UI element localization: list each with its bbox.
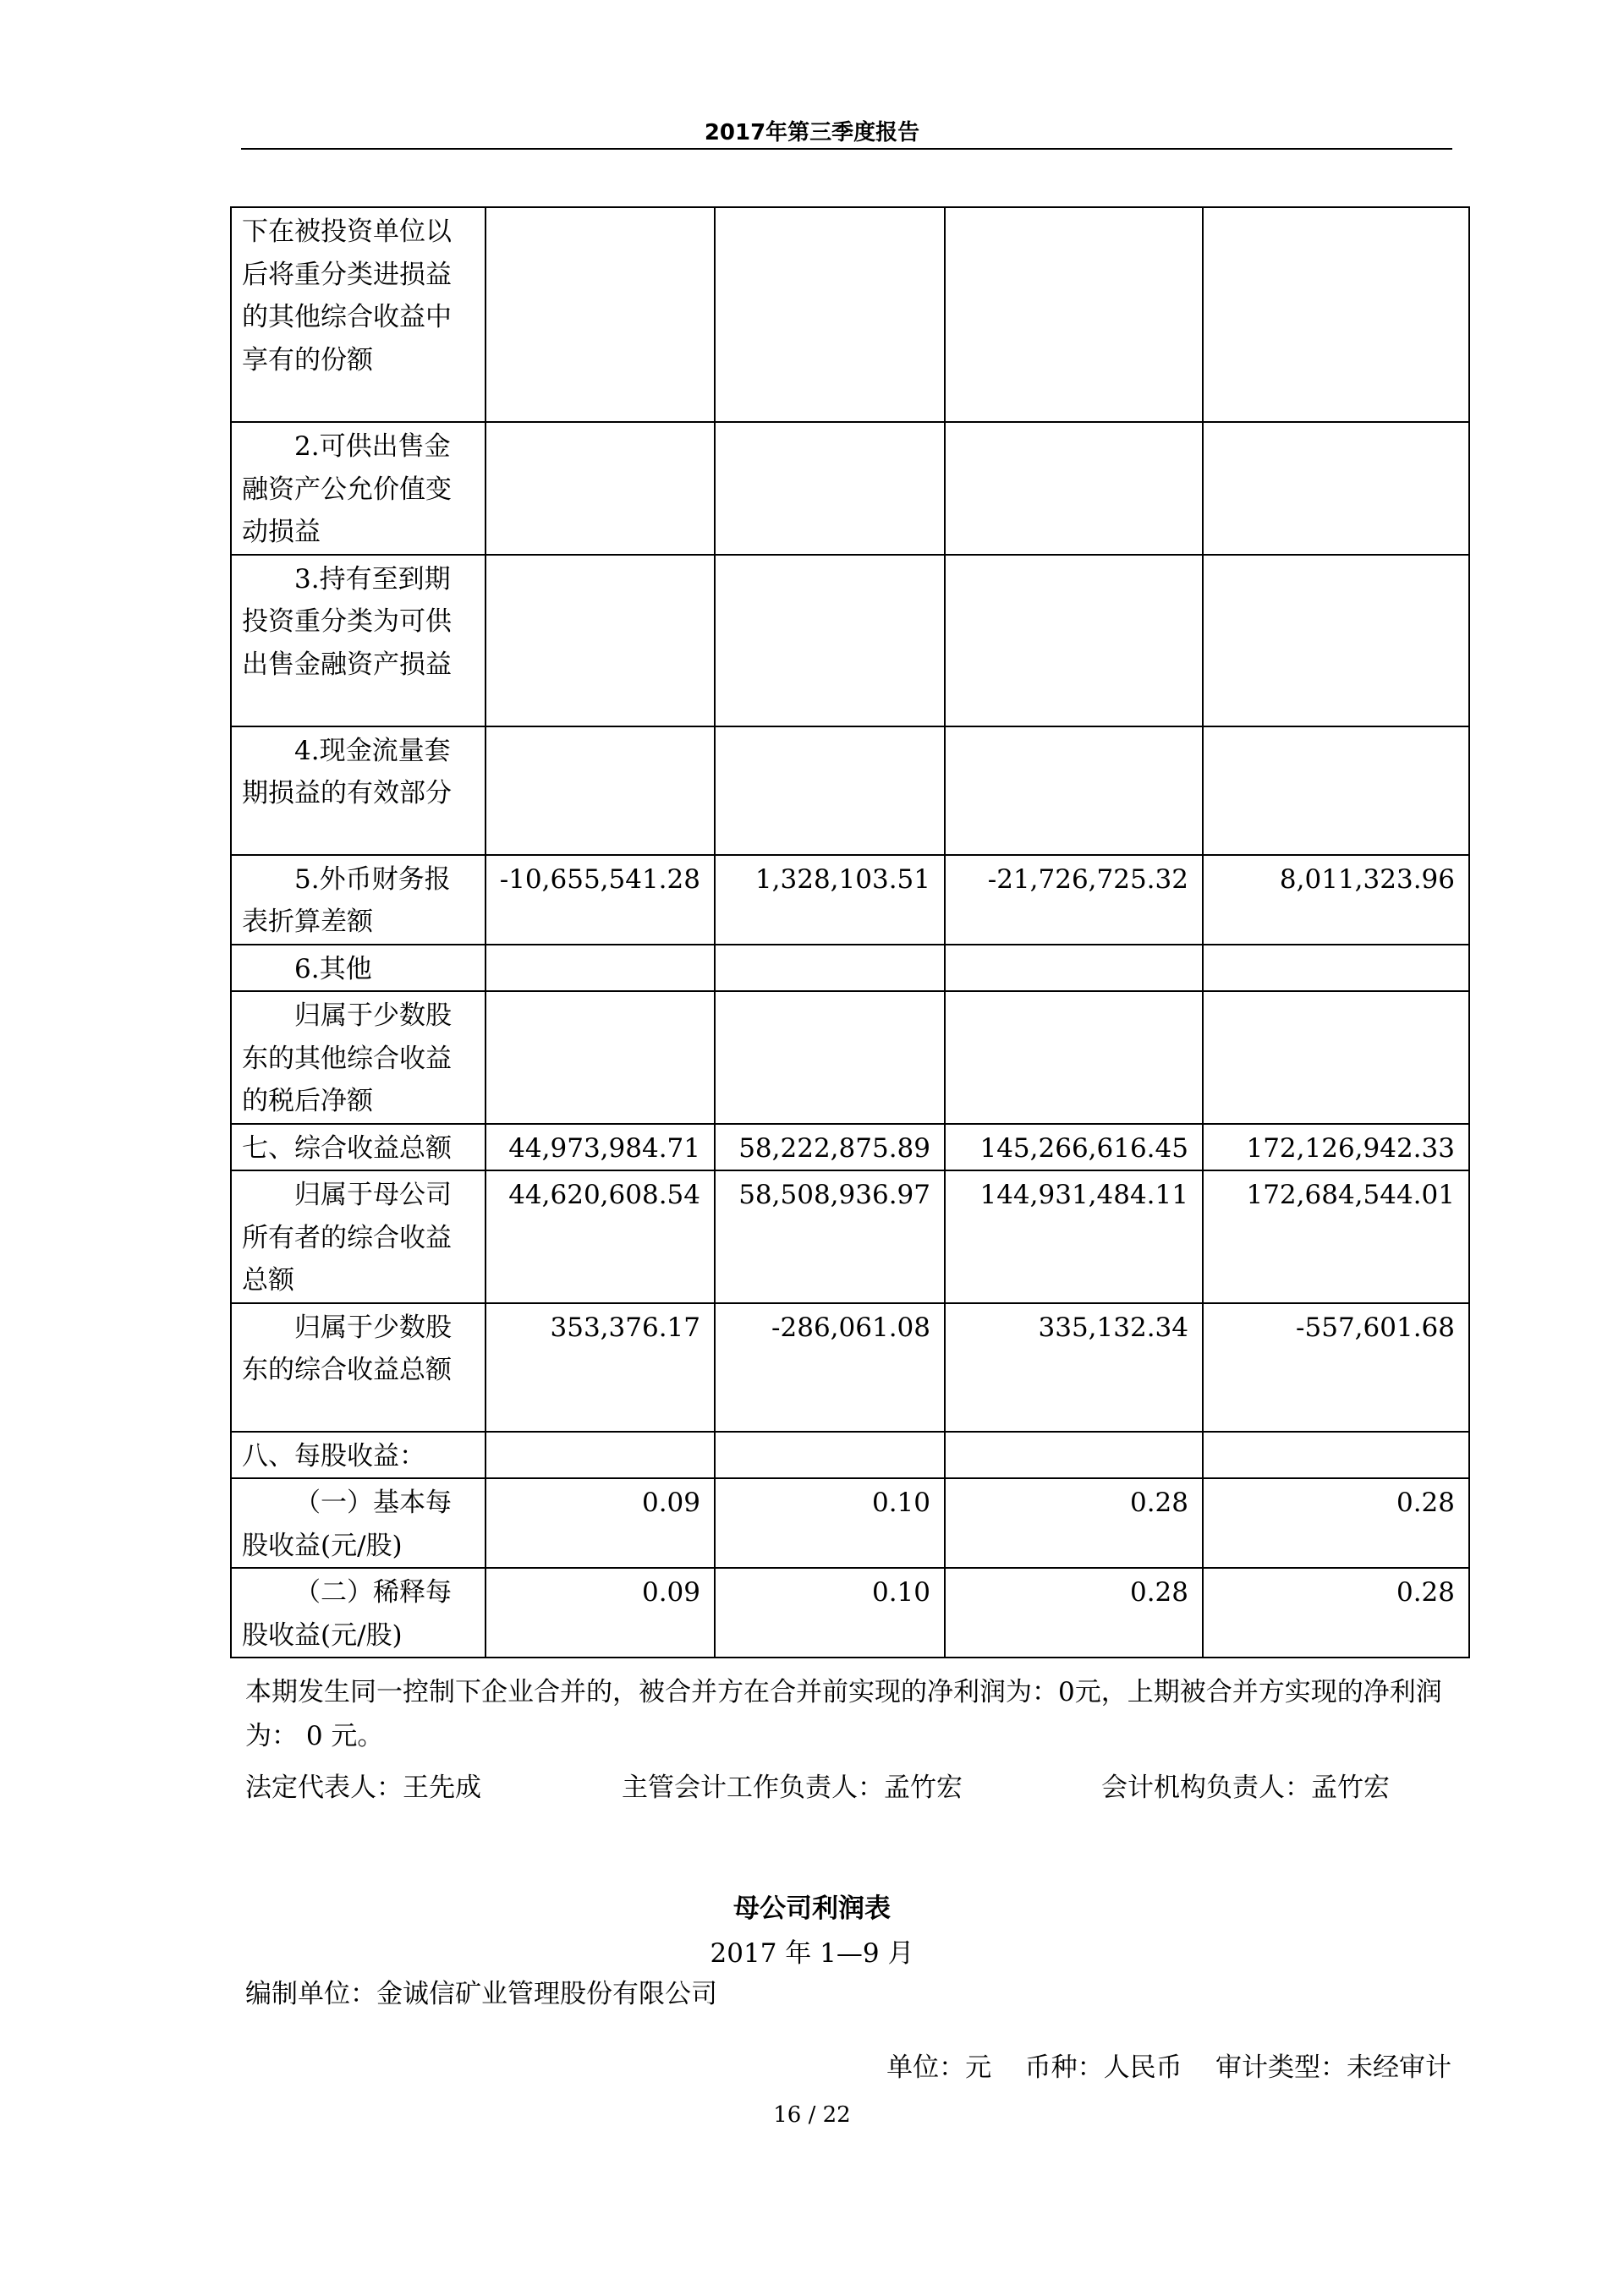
value-cell: 58,222,875.89 [715,1124,945,1171]
value-cell: 58,508,936.97 [715,1170,945,1303]
row-label: 八、每股收益： [231,1432,486,1479]
value-cell: 0.10 [715,1478,945,1568]
value-cell: 0.09 [486,1568,715,1658]
row-label: 4.现金流量套期损益的有效部分 [231,726,486,855]
value-cell [945,726,1203,855]
header-divider [241,148,1452,150]
value-cell [486,945,715,992]
preparer: 编制单位：金诚信矿业管理股份有限公司 [245,1979,717,2009]
value-cell [1203,945,1469,992]
value-cell [486,555,715,726]
row-label: 下在被投资单位以后将重分类进损益的其他综合收益中享有的份额 [231,207,486,422]
row-label: 归属于母公司所有者的综合收益总额 [231,1170,486,1303]
value-cell: 0.28 [1203,1568,1469,1658]
value-cell: -10,655,541.28 [486,855,715,945]
value-cell: 44,620,608.54 [486,1170,715,1303]
legal-representative: 法定代表人：王先成 [245,1773,481,1803]
accounting-head: 主管会计工作负责人：孟竹宏 [622,1773,963,1803]
value-cell [715,555,945,726]
value-cell [715,422,945,555]
value-cell [486,207,715,422]
value-cell: 172,126,942.33 [1203,1124,1469,1171]
value-cell [715,991,945,1124]
page-number: 16 / 22 [773,2102,851,2128]
row-label: 归属于少数股东的综合收益总额 [231,1303,486,1432]
unit-currency-audit: 单位：元 币种：人民币 审计类型：未经审计 [886,2052,1451,2083]
table-row [231,855,1469,945]
value-cell: -286,061.08 [715,1303,945,1432]
value-cell [1203,207,1469,422]
value-cell [1203,422,1469,555]
value-cell [715,1432,945,1479]
table-row [231,207,1469,422]
table-row [231,422,1469,555]
table-row [231,555,1469,726]
value-cell [486,991,715,1124]
value-cell: 0.28 [945,1478,1203,1568]
value-cell: 8,011,323.96 [1203,855,1469,945]
value-cell [1203,1432,1469,1479]
accounting-dept-head: 会计机构负责人：孟竹宏 [1101,1773,1390,1803]
value-cell [715,207,945,422]
merger-note: 本期发生同一控制下企业合并的，被合并方在合并前实现的净利润为：0元，上期被合并方实现的净利润为： 0 元。 [245,1677,1442,1751]
row-label: （一）基本每股收益(元/股) [231,1478,486,1568]
value-cell: 0.09 [486,1478,715,1568]
value-cell: 144,931,484.11 [945,1170,1203,1303]
table-row [231,1124,1469,1171]
income-statement-table [230,206,1470,1658]
value-cell: 145,266,616.45 [945,1124,1203,1171]
table-row [231,726,1469,855]
row-label: 2.可供出售金融资产公允价值变动损益 [231,422,486,555]
value-cell [945,945,1203,992]
value-cell [945,991,1203,1124]
value-cell [1203,555,1469,726]
value-cell: 1,328,103.51 [715,855,945,945]
value-cell [486,1432,715,1479]
value-cell [1203,726,1469,855]
value-cell [486,726,715,855]
row-label: （二）稀释每股收益(元/股) [231,1568,486,1658]
value-cell [945,1432,1203,1479]
report-period: 2017 年 1—9 月 [710,1938,914,1969]
value-cell: 0.28 [945,1568,1203,1658]
row-label: 6.其他 [231,945,486,992]
value-cell: 172,684,544.01 [1203,1170,1469,1303]
table-row [231,945,1469,992]
value-cell: 0.10 [715,1568,945,1658]
row-label: 5.外币财务报表折算差额 [231,855,486,945]
value-cell: -21,726,725.32 [945,855,1203,945]
report-header-title: 2017年第三季度报告 [704,120,920,145]
row-label: 3.持有至到期投资重分类为可供出售金融资产损益 [231,555,486,726]
value-cell: 44,973,984.71 [486,1124,715,1171]
row-label: 七、综合收益总额 [231,1124,486,1171]
value-cell [715,945,945,992]
table-row [231,991,1469,1124]
value-cell [945,555,1203,726]
value-cell [486,422,715,555]
table-row [231,1568,1469,1658]
value-cell [1203,991,1469,1124]
value-cell [715,726,945,855]
row-label: 归属于少数股东的其他综合收益的税后净额 [231,991,486,1124]
value-cell [945,422,1203,555]
table-row [231,1170,1469,1303]
table-row [231,1478,1469,1568]
value-cell: 0.28 [1203,1478,1469,1568]
value-cell: 335,132.34 [945,1303,1203,1432]
value-cell [945,207,1203,422]
value-cell: 353,376.17 [486,1303,715,1432]
section-title: 母公司利润表 [733,1893,891,1924]
table-row [231,1432,1469,1479]
table-row [231,1303,1469,1432]
value-cell: -557,601.68 [1203,1303,1469,1432]
